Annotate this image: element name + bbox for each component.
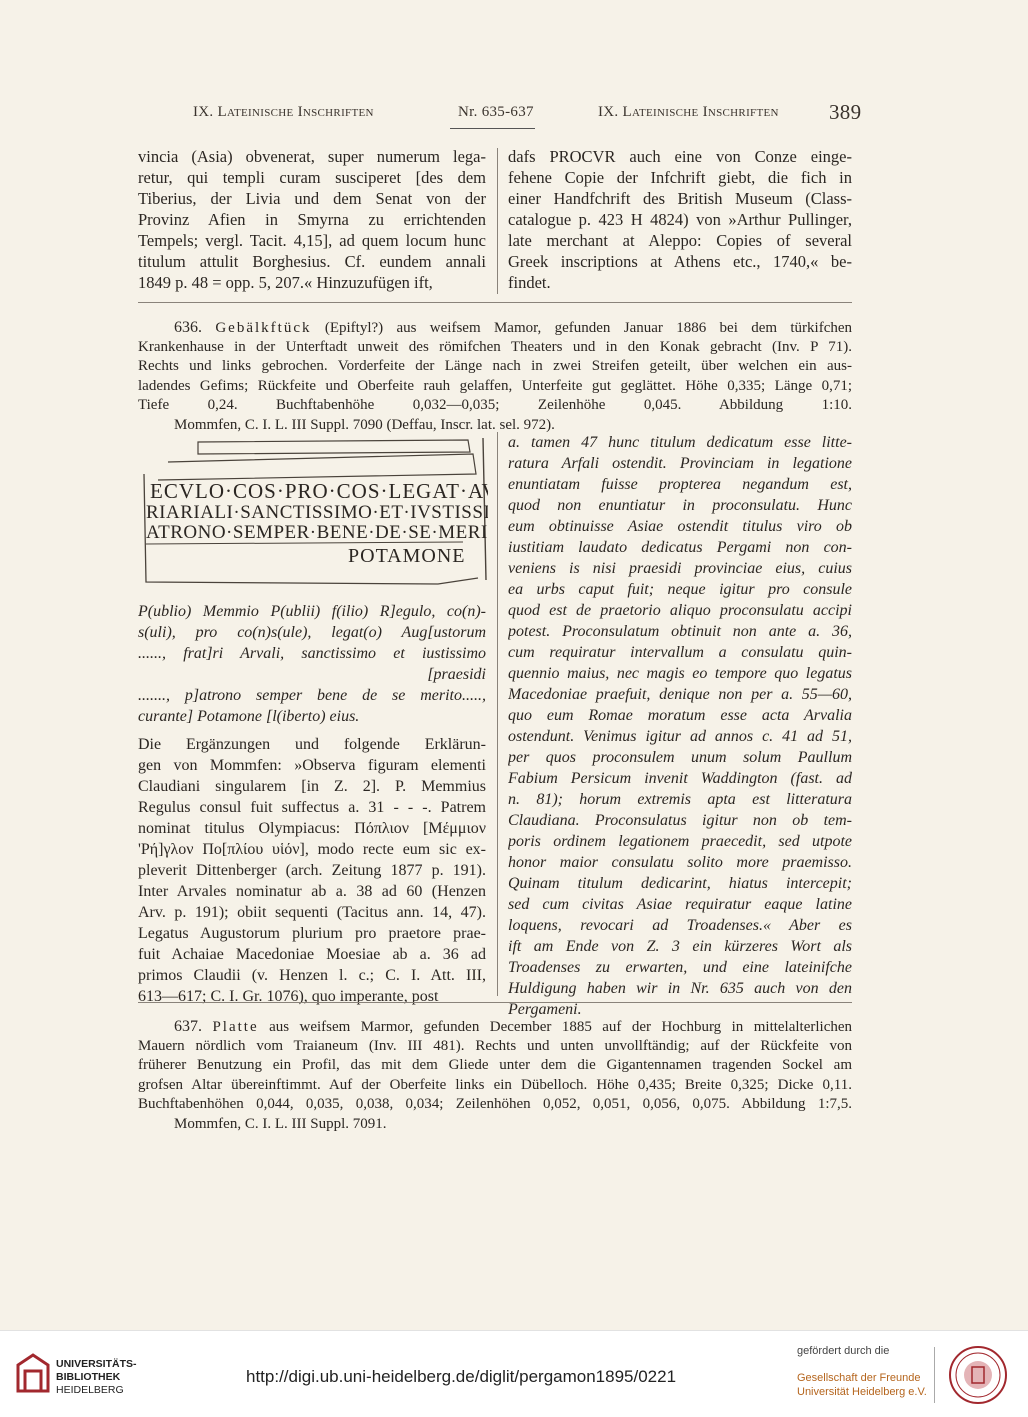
commentary-line: Pergameni. bbox=[508, 1001, 582, 1018]
commentary-line: Claudiana. Proconsulatus igitur non ob tem- bbox=[508, 812, 852, 829]
society-line-2: Universität Heidelberg e.V. bbox=[797, 1386, 927, 1398]
text-line: Tempels; vergl. Tacit. 4,15], ad quem locum hunc bbox=[138, 231, 486, 250]
commentary-line: nominat titulus Olympiacus: Πόπλιον [Μέμμιον bbox=[138, 820, 486, 837]
inscription-drawing bbox=[138, 432, 488, 592]
commentary-line: quennio maius, nec magis eo tempore quo legatus bbox=[508, 665, 852, 682]
transcription-line: ......, frat]ri Arvali, sanctissimo et iustissimo bbox=[138, 645, 486, 662]
text-line: Greek inscriptions at Athens etc., 1740,« be- bbox=[508, 252, 852, 271]
entry-line: Buchftabenhöhen 0,044, 0,035, 0,038, 0,034; Zeilenhöhen 0,052, 0,051, 0,056, 0,075. Abbildung 1:7,5. bbox=[138, 1096, 852, 1112]
text-line: fehene Copie der Infchrift giebt, die fich in bbox=[508, 168, 852, 187]
commentary-line: gen von Mommfen: »Observa figuram elementi bbox=[138, 757, 486, 774]
inscription-figure bbox=[138, 432, 488, 592]
entry-line: Krankenhause in der Unterftadt unweit des römifchen Theaters und in den Konak gebracht (Inv. P 71). bbox=[138, 338, 852, 355]
transcription-line: [praesidi bbox=[427, 666, 486, 683]
entry-text: aus weifsem Marmor, gefunden December 1885 auf der Hochburg in mittelalterlichen bbox=[269, 1019, 852, 1035]
running-header bbox=[138, 96, 862, 126]
column-divider-2 bbox=[497, 432, 498, 996]
entry-637 bbox=[138, 1017, 852, 1134]
inscription-line-3: ATRONO·SEMPER·BENE·DE·SE·MERITO bbox=[146, 522, 488, 543]
column-divider bbox=[497, 148, 498, 294]
commentary-line: ratura Arfali ostendit. Provinciam in legatione bbox=[508, 455, 852, 472]
commentary-line: per quos proconsulem unum solum Paullum bbox=[508, 749, 852, 766]
commentary-line: a. tamen 47 hunc titulum dedicatum esse litte- bbox=[508, 434, 852, 451]
commentary-right bbox=[508, 432, 852, 1020]
entry-line bbox=[138, 1017, 852, 1037]
digital-library-footer bbox=[0, 1330, 1028, 1417]
inscription-line-2: RIARIALI·SANCTISSIMO·ET·IVSTISSIMO bbox=[146, 502, 488, 523]
commentary-line: honor maior consulatu solito more praemisso. bbox=[508, 854, 852, 871]
commentary-line: quo eum Romae moratum esse acta Arvalia bbox=[508, 707, 852, 724]
commentary-line: fuit Achaiae Macedoniae Moesiae ab a. 36 ad bbox=[138, 946, 486, 963]
header-left: IX. Lateinische Inschriften bbox=[193, 104, 374, 120]
commentary-line: enuntiatam fuisse propterea negandum est, bbox=[508, 476, 852, 493]
commentary-line: Legatus Augustorum plurium pro praetore prae- bbox=[138, 925, 486, 942]
inscription-line-4: POTAMONE bbox=[348, 545, 466, 567]
text-line: 1849 p. 48 = opp. 5, 207.« Hinzuzufügen ift, bbox=[138, 273, 433, 292]
text-line: late merchant at Aleppo: Copies of several bbox=[508, 231, 852, 250]
commentary-line: 'Ρή]γλον Πο[πλίου υἱόν], modo recte eum sic ex- bbox=[138, 841, 486, 858]
text-line: dafs PROCVR auch eine von Conze einge- bbox=[508, 147, 852, 166]
entry-line: Mauern nördlich vom Traianeum (Inv. III 481). Rechts und unten unvollftändig; auf der Rückfeite von bbox=[138, 1037, 852, 1054]
transcription-line: s(uli), pro co(n)s(ule), legat(o) Aug[ustorum bbox=[138, 624, 486, 641]
entry-number: 636. bbox=[174, 319, 202, 336]
entry-line: früherer Benutzung ein Profil, das mit dem Gliede unter dem die Gigantennamen tragenden Sockel am bbox=[138, 1057, 852, 1073]
commentary-line: pleverit Dittenberger (arch. Zeitung 1877 p. 191). bbox=[138, 862, 486, 879]
sponsor-label: gefördert durch die bbox=[797, 1345, 890, 1357]
commentary-line: sed cum civitas Asiae requiratur eaque latine bbox=[508, 896, 852, 913]
commentary-line: Troadenses zu erwarten, und eine lateinifche bbox=[508, 959, 852, 976]
entry-line: Tiefe 0,24. Buchftabenhöhe 0,032—0,035; Zeilenhöhe 0,045. Abbildung 1:10. bbox=[138, 397, 852, 413]
entry-line: Rechts und links gebrochen. Vorderfeite der Länge nach in zwei Streifen geteilt, über welchen ein aus- bbox=[138, 358, 852, 374]
header-center: Nr. 635-637 bbox=[458, 104, 534, 120]
transcription-line: ......., p]atrono semper bene de se merito....., bbox=[138, 687, 486, 704]
commentary-line: n. 81); horum extremis apta est litteratura bbox=[508, 791, 852, 808]
transcription bbox=[138, 601, 486, 727]
library-line-1: UNIVERSITÄTS- bbox=[56, 1358, 137, 1370]
header-underline bbox=[450, 128, 535, 129]
page-number: 389 bbox=[829, 100, 862, 124]
commentary-line: 613—617; C. I. Gr. 1076), quo imperante, post bbox=[138, 988, 439, 1005]
entry-line bbox=[138, 318, 852, 338]
commentary-line: ea urbs caput fuit; neque igitur pro consule bbox=[508, 581, 852, 598]
entry-text: (Epiftyl?) aus weifsem Mamor, gefunden Januar 1886 bei dem türkifchen bbox=[324, 320, 852, 336]
society-line-1: Gesellschaft der Freunde bbox=[797, 1372, 921, 1384]
commentary-line: Fabium Persicum invenit Waddington (fast. ad bbox=[508, 770, 852, 787]
text-line: titulum attulit Borghesius. Cf. eundem annali bbox=[138, 252, 486, 271]
commentary-line: Die Ergänzungen und folgende Erklärun- bbox=[138, 736, 486, 753]
permalink-url[interactable]: http://digi.ub.uni-heidelberg.de/diglit/pergamon1895/0221 bbox=[246, 1367, 677, 1386]
text-line: einer Handfchrift des British Museum (Class- bbox=[508, 189, 852, 208]
library-line-2: BIBLIOTHEK bbox=[56, 1371, 121, 1383]
commentary-line: ift am Ende von Z. 3 ein kürzeres Wort als bbox=[508, 938, 852, 955]
transcription-line: curante] Potamone [l(iberto) eius. bbox=[138, 708, 360, 725]
commentary-line: ostendunt. Venimus igitur ad annos c. 41 ad 51, bbox=[508, 728, 852, 745]
footer-divider bbox=[934, 1347, 935, 1403]
commentary-line: Quinam titulum dedicarint, hiatus intercepit; bbox=[508, 875, 852, 892]
commentary-line: primos Claudii (v. Henzen l. c.; C. I. Att. III, bbox=[138, 967, 486, 984]
commentary-line: eum obtinuisse Asiae ostendit titulus viro ob bbox=[508, 518, 852, 535]
inscription-line-1: ECVLO·COS·PRO·COS·LEGAT·AVG bbox=[150, 479, 488, 503]
section-rule bbox=[138, 302, 852, 303]
commentary-line: Claudiani singularem [in Z. 2]. P. Memmius bbox=[138, 778, 486, 795]
entry-title: Gebälkftück bbox=[215, 320, 312, 336]
commentary-line: Inter Arvales nominatur ab a. 38 ad 60 (Henzen bbox=[138, 883, 486, 900]
commentary-left bbox=[138, 734, 486, 1007]
text-line: Provinz Afien in Smyrna zu errichtenden bbox=[138, 210, 486, 229]
text-line: retur, qui templi curam susciperet [des dem bbox=[138, 168, 486, 187]
commentary-line: veniens is nisi praesidi provinciae eius, cuius bbox=[508, 560, 852, 577]
entry-line: grofsen Altar übereinftimmt. Auf der Oberfeite links ein Dübelloch. Höhe 0,435; Breite 0,325; Dicke 0,11. bbox=[138, 1076, 852, 1093]
text-line: vincia (Asia) obvenerat, super numerum lega- bbox=[138, 147, 486, 166]
university-seal-icon bbox=[948, 1345, 1008, 1405]
commentary-line: quod non enuntiatur in proconsulatu. Hunc bbox=[508, 497, 852, 514]
library-name bbox=[56, 1358, 137, 1397]
commentary-line: quod est de praetorio aliquo proconsulatu accipi bbox=[508, 602, 852, 619]
commentary-line: potest. Proconsulatum obtinuit non ante a. 36, bbox=[508, 623, 852, 640]
entry-line: ladendes Gefims; Rückfeite und Oberfeite rauh gelaffen, Unterfeite gut geglättet. Höhe 0,335; Länge 0,71; bbox=[138, 377, 852, 394]
top-left-column bbox=[138, 146, 486, 293]
text-line: catalogue p. 423 H 4824) von »Arthur Pullinger, bbox=[508, 210, 852, 229]
commentary-line: loquens, revocari ad Troadenses.« Aber es bbox=[508, 917, 852, 934]
commentary-line: Arv. p. 191); obiit sequenti (Tacitus ann. 14, 47). bbox=[138, 904, 486, 921]
library-logo-icon bbox=[14, 1351, 52, 1395]
entry-line: Mommfen, C. I. L. III Suppl. 7091. bbox=[174, 1115, 387, 1132]
header-right: IX. Lateinische Inschriften bbox=[598, 104, 779, 120]
text-line: findet. bbox=[508, 273, 551, 292]
commentary-line: poris ordinem legationem praecedit, sed utpote bbox=[508, 833, 852, 850]
entry-number: 637. bbox=[174, 1018, 202, 1035]
commentary-line: Regulus consul fuit suffectus a. 31 - - -. Patrem bbox=[138, 799, 486, 816]
commentary-line: cum requiratur intervallum a consulatu quin- bbox=[508, 644, 852, 661]
section-rule-2 bbox=[138, 1002, 852, 1003]
commentary-line: Macedoniae praefuit, denique non per a. 55—60, bbox=[508, 686, 852, 703]
text-line: Tiberius, der Livia und dem Senat von der bbox=[138, 189, 486, 208]
entry-line: Mommfen, C. I. L. III Suppl. 7090 (Deffau, Inscr. lat. sel. 972). bbox=[174, 416, 555, 433]
top-right-column bbox=[508, 146, 852, 293]
commentary-line: iustitiam laudato dedicatus Pergami non con- bbox=[508, 539, 852, 556]
entry-636 bbox=[138, 318, 852, 435]
transcription-line: P(ublio) Memmio P(ublii) f(ilio) R]egulo, co(n)- bbox=[138, 603, 486, 620]
commentary-line: Huldigung haben wir in Nr. 635 auch von den bbox=[508, 980, 852, 997]
entry-title: Platte bbox=[212, 1019, 259, 1035]
library-line-3: HEIDELBERG bbox=[56, 1384, 124, 1396]
society-name bbox=[797, 1371, 927, 1399]
